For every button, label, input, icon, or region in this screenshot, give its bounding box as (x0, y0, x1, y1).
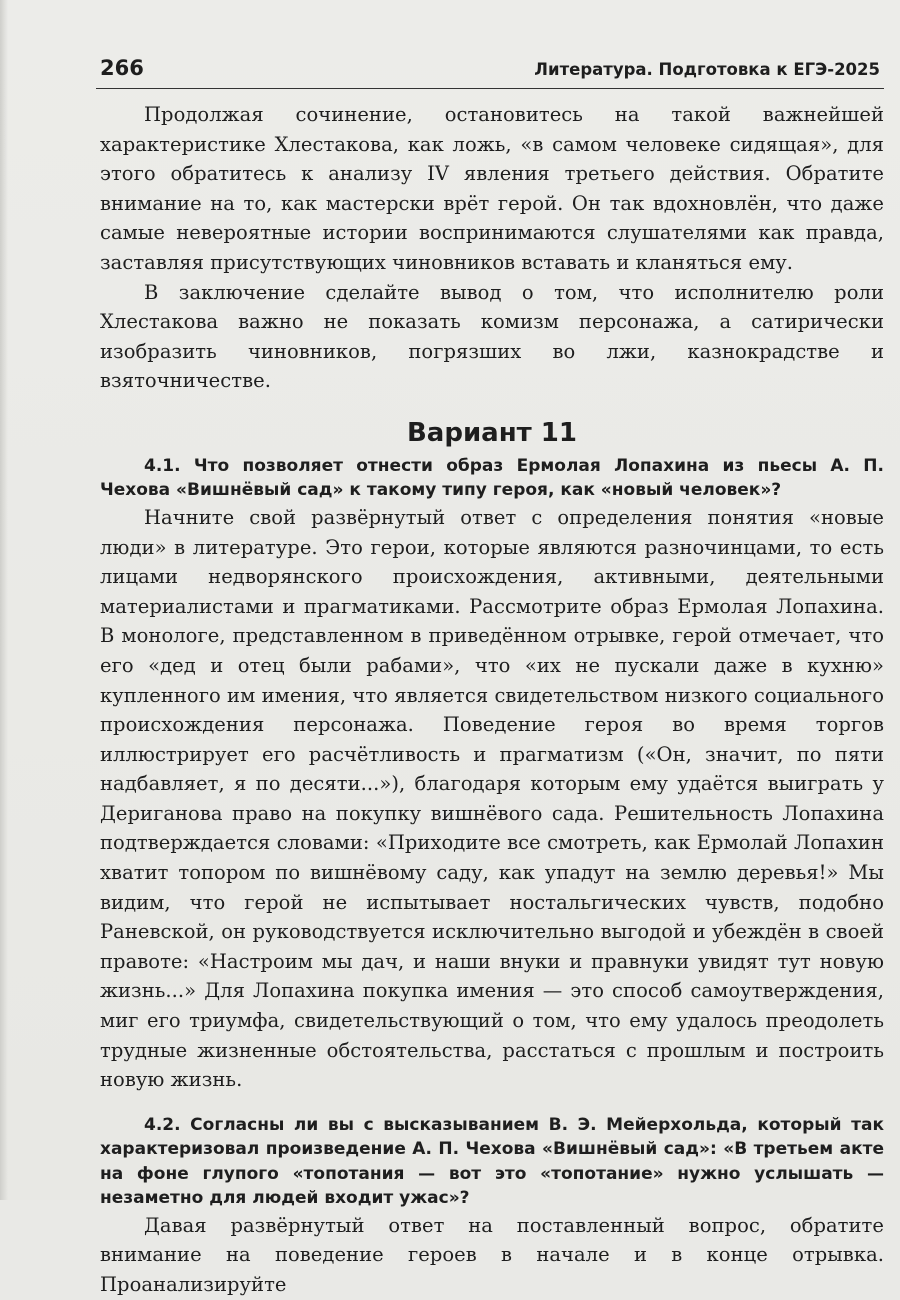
page-fold-shadow (0, 0, 8, 1200)
paragraph: Продолжая сочинение, остановитесь на такой важнейшей характеристике Хлестакова, как ложь, «в самом человеке сидящая», для этого обратитесь к анализу IV явления третьего действия. Обратите внимание на то, как мастерски врёт герой. Он так вдохновлён, что даже самые невероятные истории воспринимаются слушателями как правда, заставляя присутствующих чиновников вставать и кланяться ему. (100, 103, 884, 274)
page-header (96, 56, 884, 89)
answer-4-1: Начните свой развёрнутый ответ с определения понятия «новые люди» в литературе. Это герои, которые являются разночинцами, то есть лицами недворянского происхождения, активными, деятельными материалистами и прагматиками. Рассмотрите образ Ермолая Лопахина. В монологе, представленном в приведённом отрывке, герой отмечает, что его «дед и отец были рабами», что «их не пускали даже в кухню» купленного им имения, что является свидетельством низкого социального происхождения персонажа. Поведение героя во время торгов иллюстрирует его расчётливость и прагматизм («Он, значит, по пяти надбавляет, я по десяти...»), благодаря которым ему удаётся выиграть у Дериганова право на покупку вишнёвого сада. Решительность Лопахина подтверждается словами: «Приходите все смотреть, как Ермолай Лопахин хватит топором по вишнёвому саду, как упадут на землю деревья!» Мы видим, что герой не испытывает ностальгических чувств, подобно Раневской, он руководствуется исключительно выгодой и убеждён в своей правоте: «Настроим мы дач, и наши внуки и правнуки увидят тут новую жизнь...» Для Лопахина покупка имения — это способ самоутверждения, миг его триумфа, свидетельствующий о том, что ему удалось преодолеть трудные жизненные обстоятельства, расстаться с прошлым и построить новую жизнь. (100, 505, 884, 1092)
answer-4-2: Давая развёрнутый ответ на поставленный вопрос, обратите внимание на поведение героев в начале и в конце отрывка. Проанализируйте (100, 1213, 884, 1296)
question-4-2: 4.2. Согласны ли вы с высказыванием В. Э. Мейерхольда, который так характеризовал произведение А. П. Чехова «Вишнёвый сад»: «В третьем акте на фоне глупого «топотания — вот это «топотание» нужно услышать — незаметно для людей входит ужас»? (100, 1114, 884, 1209)
page-number: 266 (100, 56, 144, 80)
paragraph: В заключение сделайте вывод о том, что исполнителю роли Хлестакова важно не показать комизм персонажа, а сатирически изобразить чиновников, погрязших во лжи, казнокрадстве и взяточничестве. (100, 280, 884, 393)
page-content (100, 100, 884, 1300)
variant-heading: Вариант 11 (406, 417, 577, 448)
running-title: Литература. Подготовка к ЕГЭ-2025 (534, 60, 880, 79)
spacer (100, 1095, 884, 1113)
question-4-1: 4.1. Что позволяет отнести образ Ермолая Лопахина из пьесы А. П. Чехова «Вишнёвый сад» к такому типу героя, как «новый человек»? (100, 455, 884, 501)
